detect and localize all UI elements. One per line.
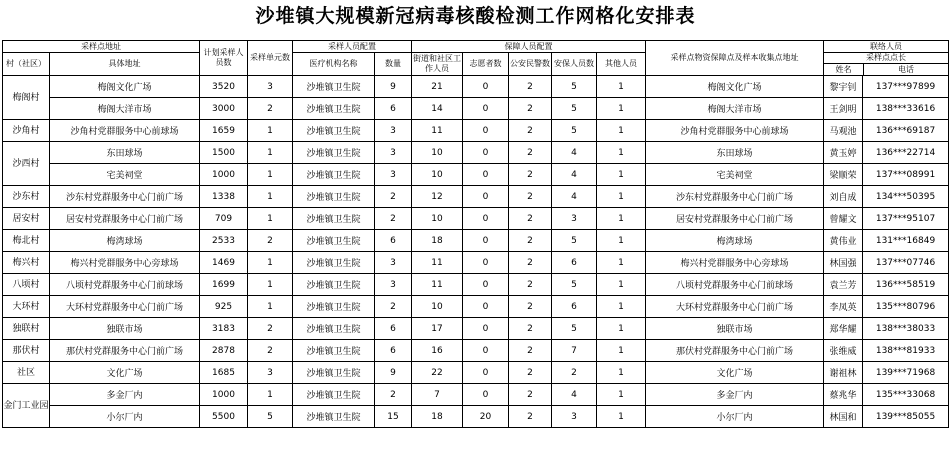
cell-name: 马观池	[824, 120, 863, 142]
cell-other: 1	[597, 76, 646, 98]
cell-count: 2	[375, 186, 412, 208]
cell-vol: 20	[463, 406, 509, 428]
cell-other: 1	[597, 186, 646, 208]
cell-units: 1	[248, 384, 293, 406]
cell-address: 文化广场	[50, 362, 200, 384]
cell-address: 沙东村党群服务中心门前广场	[50, 186, 200, 208]
header-site-leader: 采样点点长	[824, 53, 948, 64]
table-row	[3, 186, 949, 208]
table-row	[3, 296, 949, 318]
cell-count: 6	[375, 230, 412, 252]
cell-name: 黄玉婷	[824, 142, 863, 164]
cell-street: 11	[412, 274, 463, 296]
cell-org: 沙堆镇卫生院	[293, 296, 375, 318]
cell-planned: 2878	[200, 340, 248, 362]
cell-village: 大环村	[3, 296, 50, 318]
cell-units: 5	[248, 406, 293, 428]
cell-name: 谢祖林	[824, 362, 863, 384]
cell-phone: 138***81933	[863, 340, 949, 362]
cell-name: 郑华耀	[824, 318, 863, 340]
cell-other: 1	[597, 274, 646, 296]
cell-org: 沙堆镇卫生院	[293, 384, 375, 406]
cell-address: 沙角村党群服务中心前球场	[50, 120, 200, 142]
header-row-1	[3, 41, 949, 53]
cell-phone: 137***08991	[863, 164, 949, 186]
cell-vol: 0	[463, 296, 509, 318]
header-medical-org: 医疗机构名称	[293, 53, 375, 76]
table-row	[3, 384, 949, 406]
cell-village: 梅北村	[3, 230, 50, 252]
cell-phone: 135***33068	[863, 384, 949, 406]
cell-police: 2	[509, 340, 552, 362]
cell-org: 沙堆镇卫生院	[293, 186, 375, 208]
cell-police: 2	[509, 362, 552, 384]
table-row	[3, 98, 949, 120]
header-sampling-staff: 采样人员配置	[293, 41, 412, 53]
cell-phone: 137***07746	[863, 252, 949, 274]
cell-vol: 0	[463, 142, 509, 164]
cell-org: 沙堆镇卫生院	[293, 164, 375, 186]
cell-storage: 独联市场	[646, 318, 824, 340]
cell-planned: 709	[200, 208, 248, 230]
cell-phone: 139***85055	[863, 406, 949, 428]
cell-street: 10	[412, 142, 463, 164]
cell-address: 宅美祠堂	[50, 164, 200, 186]
cell-phone: 136***58519	[863, 274, 949, 296]
cell-sec: 3	[552, 406, 597, 428]
cell-planned: 3000	[200, 98, 248, 120]
cell-units: 1	[248, 252, 293, 274]
cell-units: 3	[248, 362, 293, 384]
cell-units: 1	[248, 274, 293, 296]
cell-storage: 居安村党群服务中心门前广场	[646, 208, 824, 230]
cell-storage: 八顷村党群服务中心门前球场	[646, 274, 824, 296]
table-row	[3, 164, 949, 186]
cell-name: 黎宇钊	[824, 76, 863, 98]
cell-org: 沙堆镇卫生院	[293, 142, 375, 164]
cell-phone: 134***50395	[863, 186, 949, 208]
cell-phone: 135***80796	[863, 296, 949, 318]
table-row	[3, 362, 949, 384]
cell-other: 1	[597, 406, 646, 428]
cell-village: 金门工业园	[3, 384, 50, 428]
cell-count: 2	[375, 296, 412, 318]
cell-planned: 1500	[200, 142, 248, 164]
cell-address: 梅阁文化广场	[50, 76, 200, 98]
cell-units: 1	[248, 120, 293, 142]
cell-phone: 137***97899	[863, 76, 949, 98]
cell-village: 沙东村	[3, 186, 50, 208]
cell-street: 21	[412, 76, 463, 98]
cell-count: 3	[375, 274, 412, 296]
cell-sec: 4	[552, 186, 597, 208]
cell-vol: 0	[463, 318, 509, 340]
header-volunteers: 志愿者数	[463, 53, 509, 76]
cell-address: 小尔厂内	[50, 406, 200, 428]
cell-street: 7	[412, 384, 463, 406]
cell-vol: 0	[463, 340, 509, 362]
cell-units: 2	[248, 98, 293, 120]
cell-village: 居安村	[3, 208, 50, 230]
cell-storage: 沙角村党群服务中心前球场	[646, 120, 824, 142]
cell-sec: 2	[552, 362, 597, 384]
header-sampling-units: 采样单元数	[248, 41, 293, 76]
page-title: 沙堆镇大规模新冠病毒核酸检测工作网格化安排表	[255, 5, 696, 27]
cell-storage: 梅阁大洋市场	[646, 98, 824, 120]
cell-vol: 0	[463, 98, 509, 120]
cell-address: 独联市场	[50, 318, 200, 340]
cell-vol: 0	[463, 274, 509, 296]
cell-units: 2	[248, 230, 293, 252]
cell-storage: 梅阁文化广场	[646, 76, 824, 98]
cell-storage: 宅美祠堂	[646, 164, 824, 186]
cell-village: 八顷村	[3, 274, 50, 296]
cell-storage: 东田球场	[646, 142, 824, 164]
cell-storage: 小尔厂内	[646, 406, 824, 428]
cell-street: 10	[412, 208, 463, 230]
header-address: 具体地址	[50, 53, 200, 76]
cell-name: 张维威	[824, 340, 863, 362]
cell-storage: 梅湾球场	[646, 230, 824, 252]
cell-vol: 0	[463, 362, 509, 384]
cell-planned: 3183	[200, 318, 248, 340]
cell-village: 独联村	[3, 318, 50, 340]
cell-other: 1	[597, 120, 646, 142]
cell-address: 梅阁大洋市场	[50, 98, 200, 120]
header-street-staff: 街道和社区工作人员	[412, 53, 463, 76]
cell-name: 王剑明	[824, 98, 863, 120]
cell-planned: 1685	[200, 362, 248, 384]
cell-planned: 2533	[200, 230, 248, 252]
cell-planned: 1000	[200, 164, 248, 186]
cell-count: 9	[375, 362, 412, 384]
table-row	[3, 120, 949, 142]
cell-other: 1	[597, 208, 646, 230]
cell-street: 11	[412, 120, 463, 142]
header-contact-detail	[824, 53, 949, 76]
cell-police: 2	[509, 296, 552, 318]
cell-village: 沙西村	[3, 142, 50, 186]
cell-police: 2	[509, 406, 552, 428]
cell-storage: 大环村党群服务中心门前广场	[646, 296, 824, 318]
cell-units: 3	[248, 76, 293, 98]
cell-units: 2	[248, 340, 293, 362]
cell-address: 多金厂内	[50, 384, 200, 406]
cell-vol: 0	[463, 252, 509, 274]
cell-police: 2	[509, 384, 552, 406]
cell-org: 沙堆镇卫生院	[293, 340, 375, 362]
cell-police: 2	[509, 274, 552, 296]
cell-police: 2	[509, 142, 552, 164]
cell-phone: 138***33616	[863, 98, 949, 120]
cell-org: 沙堆镇卫生院	[293, 120, 375, 142]
header-others: 其他人员	[597, 53, 646, 76]
cell-count: 6	[375, 318, 412, 340]
cell-org: 沙堆镇卫生院	[293, 318, 375, 340]
cell-units: 1	[248, 186, 293, 208]
cell-count: 6	[375, 340, 412, 362]
schedule-table	[2, 40, 949, 428]
cell-name: 黄伟业	[824, 230, 863, 252]
cell-phone: 138***38033	[863, 318, 949, 340]
header-name: 姓名	[824, 64, 864, 75]
header-support-staff: 保障人员配置	[412, 41, 646, 53]
cell-police: 2	[509, 208, 552, 230]
cell-count: 3	[375, 252, 412, 274]
cell-sec: 7	[552, 340, 597, 362]
cell-org: 沙堆镇卫生院	[293, 406, 375, 428]
cell-vol: 0	[463, 186, 509, 208]
cell-other: 1	[597, 340, 646, 362]
cell-planned: 1000	[200, 384, 248, 406]
cell-phone: 136***69187	[863, 120, 949, 142]
cell-sec: 5	[552, 274, 597, 296]
cell-storage: 多金厂内	[646, 384, 824, 406]
cell-org: 沙堆镇卫生院	[293, 230, 375, 252]
cell-sec: 4	[552, 384, 597, 406]
table-row	[3, 318, 949, 340]
cell-vol: 0	[463, 230, 509, 252]
cell-phone: 139***71968	[863, 362, 949, 384]
cell-street: 17	[412, 318, 463, 340]
header-planned-count: 计划采样人员数	[200, 41, 248, 76]
cell-address: 居安村党群服务中心门前广场	[50, 208, 200, 230]
cell-other: 1	[597, 230, 646, 252]
cell-org: 沙堆镇卫生院	[293, 362, 375, 384]
header-contact: 联络人员	[824, 41, 949, 53]
cell-storage: 那伏村党群服务中心门前广场	[646, 340, 824, 362]
cell-village: 那伏村	[3, 340, 50, 362]
cell-other: 1	[597, 362, 646, 384]
header-security: 安保人员数	[552, 53, 597, 76]
cell-police: 2	[509, 230, 552, 252]
cell-name: 袁兰芳	[824, 274, 863, 296]
header-police: 公安民警数	[509, 53, 552, 76]
cell-sec: 4	[552, 164, 597, 186]
cell-units: 1	[248, 208, 293, 230]
cell-address: 梅湾球场	[50, 230, 200, 252]
cell-village: 沙角村	[3, 120, 50, 142]
table-row	[3, 230, 949, 252]
cell-sec: 5	[552, 76, 597, 98]
cell-name: 刘自成	[824, 186, 863, 208]
cell-street: 22	[412, 362, 463, 384]
cell-name: 梁顺荣	[824, 164, 863, 186]
cell-street: 10	[412, 296, 463, 318]
cell-address: 大环村党群服务中心门前广场	[50, 296, 200, 318]
cell-planned: 1469	[200, 252, 248, 274]
cell-sec: 4	[552, 142, 597, 164]
cell-police: 2	[509, 164, 552, 186]
cell-address: 那伏村党群服务中心门前广场	[50, 340, 200, 362]
cell-street: 12	[412, 186, 463, 208]
table-row	[3, 142, 949, 164]
cell-address: 梅兴村党群服务中心旁球场	[50, 252, 200, 274]
cell-planned: 1659	[200, 120, 248, 142]
cell-org: 沙堆镇卫生院	[293, 98, 375, 120]
table-row	[3, 76, 949, 98]
cell-police: 2	[509, 98, 552, 120]
cell-phone: 131***16849	[863, 230, 949, 252]
cell-planned: 5500	[200, 406, 248, 428]
cell-vol: 0	[463, 76, 509, 98]
cell-count: 2	[375, 208, 412, 230]
cell-name: 林国强	[824, 252, 863, 274]
cell-count: 3	[375, 164, 412, 186]
cell-storage: 文化广场	[646, 362, 824, 384]
cell-sec: 5	[552, 230, 597, 252]
cell-phone: 136***22714	[863, 142, 949, 164]
cell-police: 2	[509, 120, 552, 142]
cell-street: 18	[412, 230, 463, 252]
cell-planned: 1338	[200, 186, 248, 208]
cell-count: 2	[375, 384, 412, 406]
table-row	[3, 208, 949, 230]
cell-other: 1	[597, 98, 646, 120]
cell-count: 15	[375, 406, 412, 428]
cell-units: 2	[248, 318, 293, 340]
header-storage-site: 采样点物资保障点及样本收集点地址	[646, 41, 824, 76]
table-body	[3, 76, 949, 428]
cell-units: 1	[248, 164, 293, 186]
table-row	[3, 252, 949, 274]
cell-other: 1	[597, 318, 646, 340]
cell-org: 沙堆镇卫生院	[293, 274, 375, 296]
cell-name: 曾耀文	[824, 208, 863, 230]
cell-planned: 1699	[200, 274, 248, 296]
header-village: 村（社区）	[3, 53, 50, 76]
cell-vol: 0	[463, 164, 509, 186]
cell-units: 1	[248, 296, 293, 318]
cell-org: 沙堆镇卫生院	[293, 208, 375, 230]
cell-other: 1	[597, 296, 646, 318]
cell-street: 18	[412, 406, 463, 428]
cell-sec: 6	[552, 296, 597, 318]
cell-village: 梅阁村	[3, 76, 50, 120]
cell-name: 李凤英	[824, 296, 863, 318]
cell-name: 林国和	[824, 406, 863, 428]
cell-address: 东田球场	[50, 142, 200, 164]
cell-other: 1	[597, 164, 646, 186]
cell-vol: 0	[463, 384, 509, 406]
cell-storage: 沙东村党群服务中心门前广场	[646, 186, 824, 208]
cell-police: 2	[509, 318, 552, 340]
cell-street: 11	[412, 252, 463, 274]
cell-count: 3	[375, 142, 412, 164]
cell-count: 3	[375, 120, 412, 142]
cell-count: 9	[375, 76, 412, 98]
cell-street: 16	[412, 340, 463, 362]
cell-police: 2	[509, 76, 552, 98]
cell-other: 1	[597, 384, 646, 406]
cell-units: 1	[248, 142, 293, 164]
cell-vol: 0	[463, 208, 509, 230]
table-row	[3, 274, 949, 296]
cell-street: 14	[412, 98, 463, 120]
cell-village: 梅兴村	[3, 252, 50, 274]
cell-sec: 5	[552, 98, 597, 120]
cell-police: 2	[509, 186, 552, 208]
cell-address: 八顷村党群服务中心门前球场	[50, 274, 200, 296]
cell-sec: 3	[552, 208, 597, 230]
cell-village: 社区	[3, 362, 50, 384]
cell-storage: 梅兴村党群服务中心旁球场	[646, 252, 824, 274]
cell-vol: 0	[463, 120, 509, 142]
cell-org: 沙堆镇卫生院	[293, 76, 375, 98]
cell-org: 沙堆镇卫生院	[293, 252, 375, 274]
header-phone: 电话	[898, 65, 915, 74]
cell-count: 6	[375, 98, 412, 120]
header-sampling-site: 采样点地址	[3, 41, 200, 53]
cell-street: 10	[412, 164, 463, 186]
cell-sec: 5	[552, 318, 597, 340]
cell-sec: 6	[552, 252, 597, 274]
cell-other: 1	[597, 252, 646, 274]
cell-sec: 5	[552, 120, 597, 142]
table-row	[3, 340, 949, 362]
header-staff-count: 数量	[375, 53, 412, 76]
cell-planned: 925	[200, 296, 248, 318]
table-row	[3, 406, 949, 428]
cell-other: 1	[597, 142, 646, 164]
cell-name: 蔡兆华	[824, 384, 863, 406]
cell-phone: 137***95107	[863, 208, 949, 230]
cell-police: 2	[509, 252, 552, 274]
cell-planned: 3520	[200, 76, 248, 98]
